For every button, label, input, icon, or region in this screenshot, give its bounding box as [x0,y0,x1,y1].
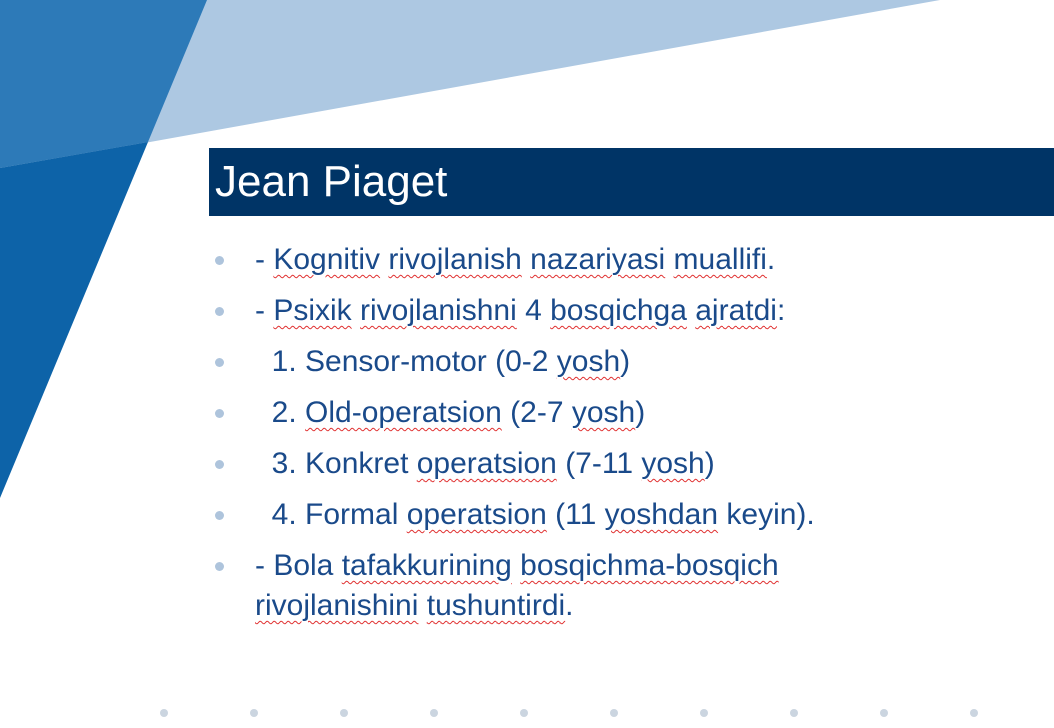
dark-blue-wedge-shape [0,142,148,498]
spellcheck-word: rivojlanishini [255,589,419,622]
text-segment: 1. Sensor-motor (0-2 [255,345,557,378]
text-segment: (7-11 [556,447,642,480]
bullet-text [255,291,785,331]
footer-dot [340,709,348,717]
footer-dot [880,709,888,717]
slide-title: Jean Piaget [215,157,448,206]
footer-dot [610,709,618,717]
text-segment: ) [635,396,646,429]
spellcheck-word: nazariyasi [530,243,666,276]
bullet-dot-icon [213,240,225,280]
spellcheck-word: bosqichga [550,294,687,327]
bullet-item [213,393,973,433]
spellcheck-word: bosqichma-bosqich [520,549,779,582]
spellcheck-word: Old-operatsion [305,396,502,429]
text-segment: - Bola [255,549,342,582]
footer-dot [700,709,708,717]
text-segment: keyin). [718,498,815,531]
bullet-dot-icon [213,495,225,535]
spellcheck-word: Psixik [273,294,352,327]
text-segment: - [255,243,274,276]
bullet-dot-icon [213,546,225,586]
footer-dot [160,709,168,717]
text-segment: 4 [516,294,551,327]
spellcheck-word: rivojlanishni [360,294,517,327]
footer-dot-row [160,709,990,719]
spellcheck-word: yoshdan [604,498,719,531]
bullet-dot-icon [213,393,225,433]
footer-dot [430,709,438,717]
footer-dot [520,709,528,717]
text-segment: ) [620,345,631,378]
footer-dot [970,709,978,717]
bullet-list [213,240,973,637]
spellcheck-word: tafakkurining [341,549,512,582]
text-segment [687,294,695,327]
text-segment: : [776,294,786,327]
text-segment [418,589,426,622]
text-segment: (2-7 [501,396,572,429]
text-segment [352,294,360,327]
text-segment: 4. Formal [255,498,407,531]
spellcheck-word: tushuntirdi [426,589,566,622]
bullet-item [213,291,973,331]
bullet-item [213,495,973,535]
bullet-text [255,393,645,433]
bullet-item [213,342,973,382]
bullet-item [213,240,973,280]
spellcheck-word: Kognitiv [273,243,381,276]
bullet-text [255,240,775,280]
text-segment: . [565,589,574,622]
bullet-dot-icon [213,291,225,331]
bullet-text [255,546,779,626]
bullet-dot-icon [213,342,225,382]
bullet-item [213,546,973,626]
spellcheck-word: rivojlanish [388,243,522,276]
footer-dot [790,709,798,717]
bullet-item [213,444,973,484]
title-bar [209,148,1054,216]
text-segment [512,549,520,582]
text-segment: 3. Konkret [255,447,417,480]
text-segment: - [255,294,274,327]
text-segment [522,243,530,276]
bullet-text [255,444,715,484]
spellcheck-word: operatsion [416,447,557,480]
bullet-text [255,342,630,382]
text-segment [665,243,673,276]
spellcheck-word: yosh [556,345,621,378]
spellcheck-word: yosh [641,447,705,480]
bullet-text [255,495,815,535]
bullet-dot-icon [213,444,225,484]
spellcheck-word: ajratdi [695,294,777,327]
spellcheck-word: operatsion [406,498,547,531]
spellcheck-word: yosh [571,396,636,429]
text-segment: (11 [546,498,605,531]
footer-dot [250,709,258,717]
text-segment: ) [704,447,715,480]
spellcheck-word: muallifi [673,243,767,276]
text-segment: 2. [255,396,306,429]
text-segment: . [766,243,776,276]
